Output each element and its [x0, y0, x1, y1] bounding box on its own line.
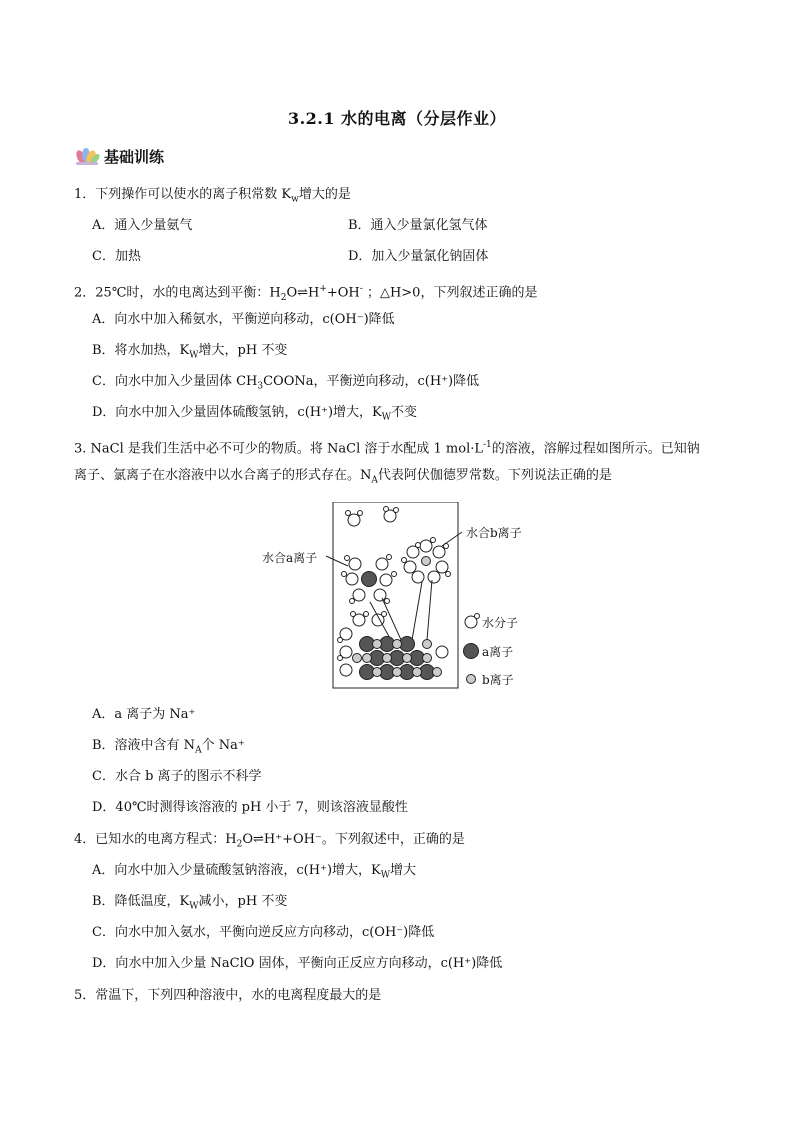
decorative-flower-icon	[74, 147, 100, 167]
page-title: 3.2.1 水的电离（分层作业）	[287, 109, 507, 128]
q3-stem-line2: 离子、氯离子在水溶液中以水合离子的形式存在。$N_A$代表阿伏伽德罗常数。下列说法正确的是	[74, 468, 612, 486]
q2-option-c: C．向水中加入少量固体 $CH_3COONa$，平衡逆向移动，c(H⁺)降低	[92, 374, 480, 392]
q4-option-d: D．向水中加入少量 NaClO 固体，平衡向正反应方向移动，c(H⁺)降低	[92, 956, 503, 971]
legend-water-molecule: 水分子	[482, 616, 519, 630]
label-hydrated-a-ion: 水合a离子	[262, 551, 318, 565]
nacl-dissolution-figure	[262, 502, 542, 692]
q3-stem-line1: 3. NaCl 是我们生活中必不可少的物质。将 NaCl 溶于水配成 1 $mol\cdot L^{-1}$的溶液，溶解过程如图所示。已知钠	[74, 440, 700, 457]
q5-stem: 5．常温下，下列四种溶液中，水的电离程度最大的是	[74, 988, 382, 1003]
q2-option-a: A．向水中加入稀氨水，平衡逆向移动，c(OH⁻)降低	[92, 312, 395, 327]
q2-option-b: B．将水加热，$K_W$增大，pH 不变	[92, 343, 288, 361]
q1-option-b: B．通入少量氯化氢气体	[348, 218, 488, 233]
q2-stem: 2．25℃时，水的电离达到平衡：$H_2O\rightleftharpoons H^++OH^-$ ；△H>0，下列叙述正确的是	[74, 284, 538, 303]
q3-option-c: C．水合 b 离子的图示不科学	[92, 769, 262, 784]
q4-option-b: B．降低温度，$K_W$减小，pH 不变	[92, 894, 288, 912]
q4-option-c: C．向水中加入氨水，平衡向逆反应方向移动，c(OH⁻)降低	[92, 925, 435, 940]
legend-a-ion: a离子	[482, 645, 514, 659]
section-label: 基础训练	[104, 148, 165, 166]
q3-option-b: B．溶液中含有 $N_A$个 Na⁺	[92, 738, 245, 756]
q4-stem: 4．已知水的电离方程式：$H_2O\rightleftharpoons H^++OH^-$。下列叙述中，正确的是	[74, 832, 465, 850]
q1-option-d: D．加入少量氯化钠固体	[348, 249, 489, 264]
q1-stem: 1．下列操作可以使水的离子积常数 $K_w$增大的是	[74, 187, 351, 205]
label-hydrated-b-ion: 水合b离子	[466, 526, 522, 540]
q4-option-a: A．向水中加入少量硫酸氢钠溶液，c(H⁺)增大，$K_W$增大	[92, 863, 417, 881]
q1-option-a: A．通入少量氨气	[92, 218, 193, 233]
section-header	[74, 146, 164, 167]
q3-option-d: D．40℃时测得该溶液的 pH 小于 7，则该溶液显酸性	[92, 800, 408, 815]
q2-option-d: D．向水中加入少量固体硫酸氢钠，c(H⁺)增大，$K_W$不变	[92, 405, 418, 423]
q3-option-a: A．a 离子为 Na⁺	[92, 707, 196, 722]
q1-option-c: C．加热	[92, 249, 141, 264]
legend-b-ion: b离子	[482, 673, 514, 687]
